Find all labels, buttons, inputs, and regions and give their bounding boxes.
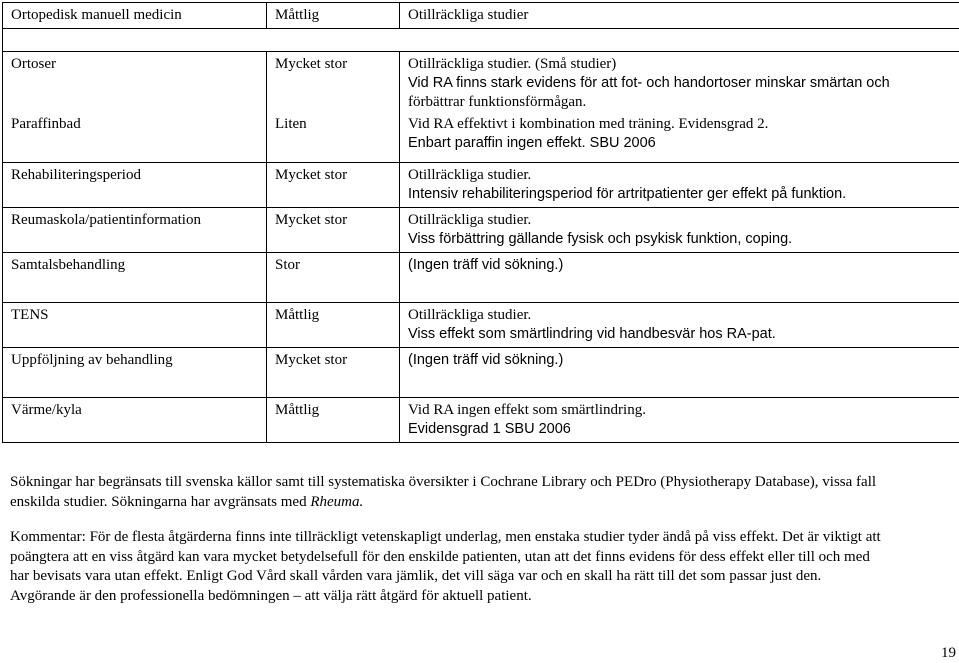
- table-row: [3, 29, 959, 52]
- table-row: [3, 163, 959, 208]
- effect-cell: Måttlig: [267, 398, 400, 443]
- evidence-cell: Otillräckliga studier. Intensiv rehabiliteringsperiod för artritpatienter ger effekt på funktion.: [400, 163, 959, 208]
- evidence-cell: Otillräckliga studier. Viss förbättring gällande fysisk och psykisk funktion, coping.: [400, 208, 959, 253]
- table-row: [3, 208, 959, 253]
- measure-cell: Ortopedisk manuell medicin: [3, 3, 267, 29]
- evidence-cell: Otillräckliga studier. (Små studier) Vid RA finns stark evidens för att fot- och handortoser minskar smärtan och förbättrar funktionsförmågan.: [400, 52, 959, 116]
- evidence-cell: Vid RA effektivt i kombination med träning. Evidensgrad 2. Enbart paraffin ingen effekt. SBU 2006: [400, 115, 959, 163]
- effect-cell: Mycket stor: [267, 163, 400, 208]
- effect-cell: Mycket stor: [267, 52, 400, 116]
- evidence-cell: Otillräckliga studier: [400, 3, 959, 29]
- evidence-cell: (Ingen träff vid sökning.): [400, 253, 959, 303]
- page-number: 19: [941, 645, 956, 661]
- table-row: [3, 348, 959, 398]
- measure-cell: Paraffinbad: [3, 115, 267, 163]
- evidence-cell: (Ingen träff vid sökning.): [400, 348, 959, 398]
- evidence-cell: Vid RA ingen effekt som smärtlindring. Evidensgrad 1 SBU 2006: [400, 398, 959, 443]
- effect-cell: Mycket stor: [267, 208, 400, 253]
- measure-cell: TENS: [3, 303, 267, 348]
- evidence-cell: Otillräckliga studier. Viss effekt som smärtlindring vid handbesvär hos RA-pat.: [400, 303, 959, 348]
- table-row: [3, 115, 959, 163]
- measure-cell: Samtalsbehandling: [3, 253, 267, 303]
- table-row: [3, 398, 959, 443]
- measure-cell: Uppföljning av behandling: [3, 348, 267, 398]
- measure-cell: Reumaskola/patientinformation: [3, 208, 267, 253]
- table-row: [3, 253, 959, 303]
- table-row: [3, 52, 959, 116]
- effect-cell: Liten: [267, 115, 400, 163]
- measure-cell: Rehabiliteringsperiod: [3, 163, 267, 208]
- measure-cell: Värme/kyla: [3, 398, 267, 443]
- effect-cell: Stor: [267, 253, 400, 303]
- table-row: [3, 303, 959, 348]
- effect-cell: Måttlig: [267, 303, 400, 348]
- table-row: [3, 3, 959, 29]
- effect-cell: Mycket stor: [267, 348, 400, 398]
- measure-cell: Ortoser: [3, 52, 267, 116]
- search-note: Sökningar har begränsats till svenska källor samt till systematiska översikter i Cochrane Library och PEDro (Physiotherapy Database), vissa fall enskilda studier. Sökningarna har avgränsats med Rheuma.: [10, 474, 877, 510]
- comment-paragraph: Kommentar: För de flesta åtgärderna finns inte tillräckligt vetenskapligt underlag, men enstaka studier tyder ändå på viss effekt. Det är viktigt att poängtera att en viss åtgärd kan vara mycket betydelsefull för den enskilde patienten, utan att det finns evidens för dess effekt eller till och med har bevisats vara utan effekt. Enligt God Vård skall vården vara jämlik, det vill säga var och en skall ha rätt till det som passar just den. Avgörande är den professionella bedömningen – att välja rätt åtgärd för aktuell patient.: [10, 529, 881, 604]
- measures-table: [2, 2, 959, 443]
- effect-cell: Måttlig: [267, 3, 400, 29]
